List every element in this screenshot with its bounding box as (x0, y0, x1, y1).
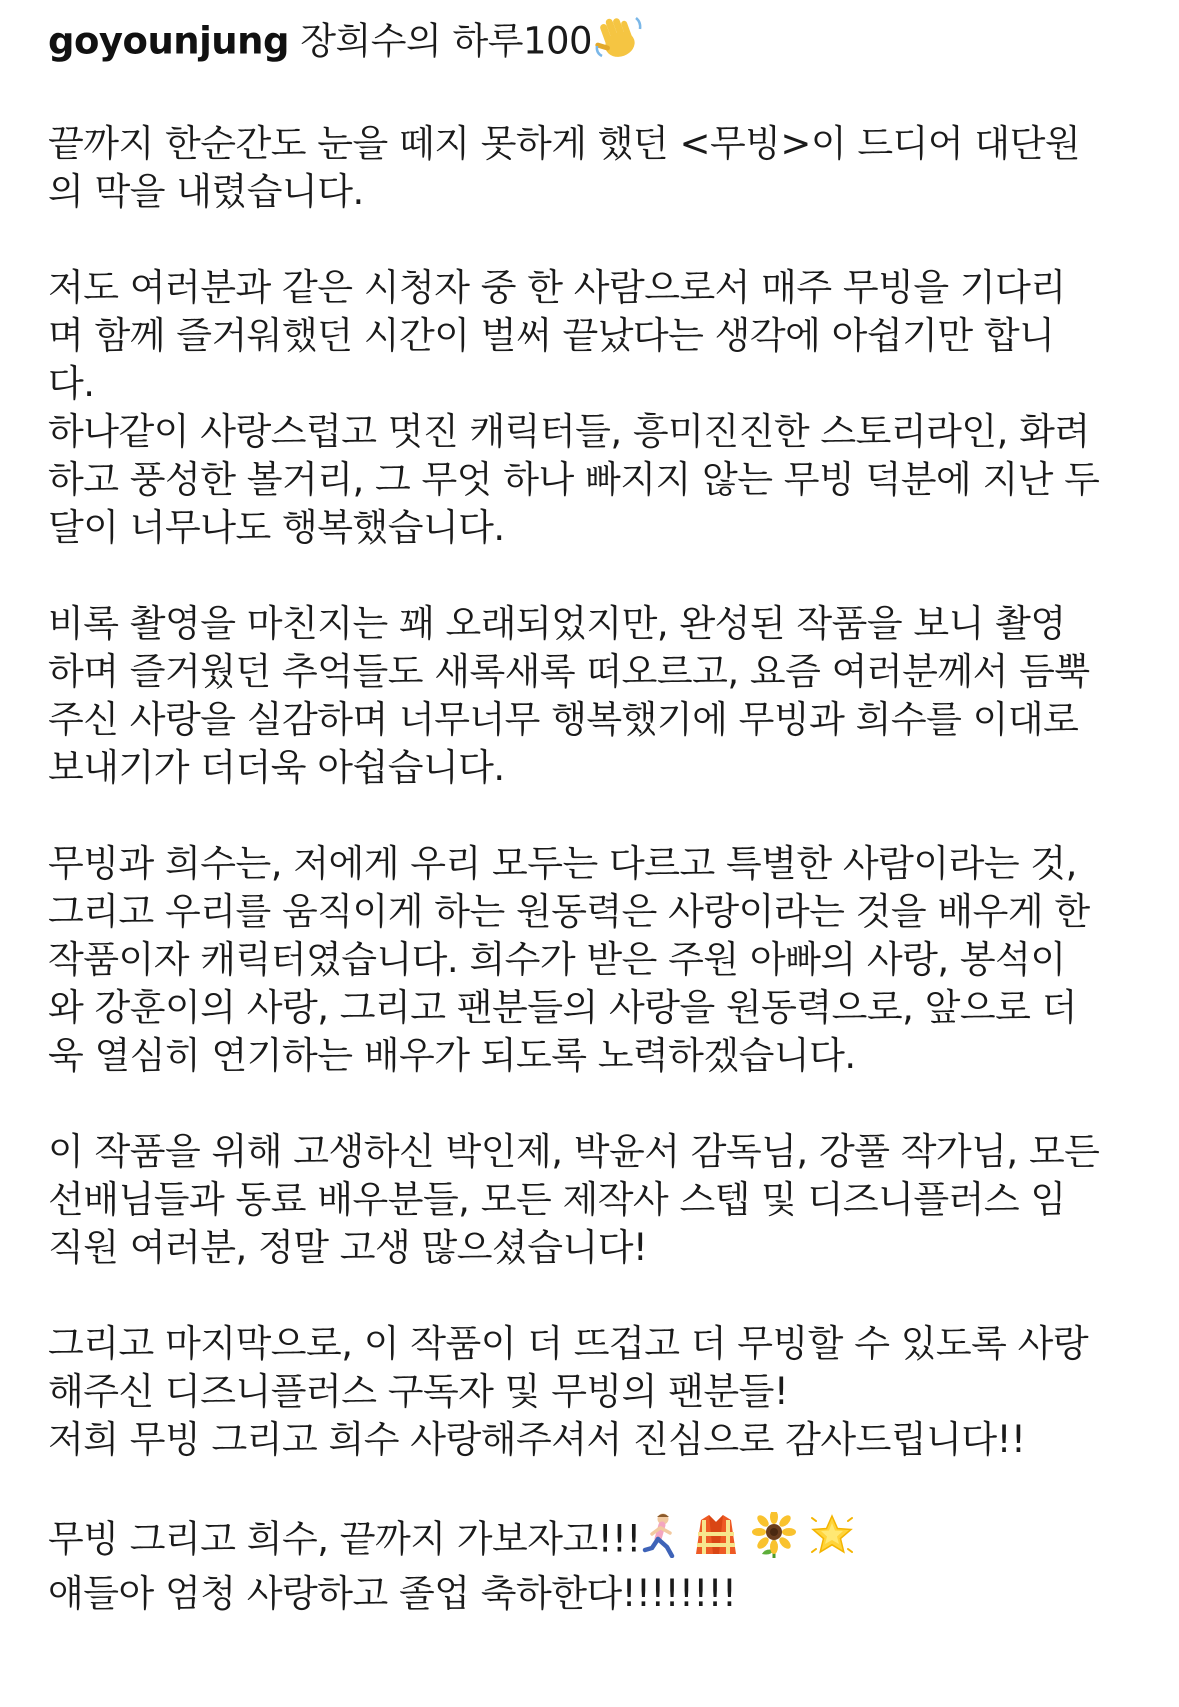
waving-hand-icon (592, 14, 644, 72)
caption-ending-text: 무빙 그리고 희수, 끝까지 가보자고!!! (48, 1517, 641, 1561)
caption-line: 다. (48, 362, 95, 405)
safety-vest-icon (692, 1512, 740, 1570)
caption-line: 달이 너무나도 행복했습니다. (48, 506, 505, 549)
sunflower-icon (751, 1512, 797, 1570)
caption-blank-line (48, 1080, 1139, 1128)
caption-line: 직원 여러분, 정말 고생 많으셨습니다! (48, 1226, 648, 1269)
caption-blank-line (48, 72, 1139, 120)
caption-line: 욱 열심히 연기하는 배우가 되도록 노력하겠습니다. (48, 1034, 856, 1077)
caption-line: 해주신 디즈니플러스 구독자 및 무빙의 팬분들! (48, 1370, 789, 1413)
caption-line: 끝까지 한순간도 눈을 떼지 못하게 했던 <무빙>이 드디어 대단원 (48, 122, 1081, 165)
caption-blank-line (48, 792, 1139, 840)
caption-line-0 (48, 14, 1139, 72)
caption-blank-line (48, 1272, 1139, 1320)
caption-line: 와 강훈이의 사랑, 그리고 팬분들의 사랑을 원동력으로, 앞으로 더 (48, 986, 1077, 1029)
running-woman-icon (641, 1512, 681, 1570)
caption-line: 선배님들과 동료 배우분들, 모든 제작사 스텝 및 디즈니플러스 임 (48, 1178, 1066, 1221)
caption-blank-line (48, 1464, 1139, 1512)
caption-line: 주신 사랑을 실감하며 너무너무 행복했기에 무빙과 희수를 이대로 (48, 698, 1079, 741)
caption-blank-line (48, 552, 1139, 600)
caption-line: 그리고 우리를 움직이게 하는 원동력은 사랑이라는 것을 배우게 한 (48, 890, 1090, 933)
username-link[interactable]: goyounjung (48, 19, 289, 63)
caption-line: 며 함께 즐거워했던 시간이 벌써 끝났다는 생각에 아쉽기만 합니 (48, 314, 1055, 357)
caption-line: 무빙과 희수는, 저에게 우리 모두는 다르고 특별한 사람이라는 것, (48, 842, 1077, 885)
caption-line-ending (48, 1512, 1139, 1570)
caption-line: 저도 여러분과 같은 시청자 중 한 사람으로서 매주 무빙을 기다리 (48, 266, 1066, 309)
caption-title-text: 장희수의 하루100 (288, 19, 593, 63)
caption-blank-line (48, 216, 1139, 264)
caption-line: 보내기가 더더욱 아쉽습니다. (48, 746, 505, 789)
caption-line: 이 작품을 위해 고생하신 박인제, 박윤서 감독님, 강풀 작가님, 모든 (48, 1130, 1100, 1173)
caption-line: 저희 무빙 그리고 희수 사랑해주셔서 진심으로 감사드립니다!! (48, 1418, 1026, 1461)
post-caption (48, 14, 1139, 1618)
caption-line: 의 막을 내렸습니다. (48, 170, 364, 213)
glowing-star-icon (809, 1512, 855, 1570)
caption-line: 비록 촬영을 마친지는 꽤 오래되었지만, 완성된 작품을 보니 촬영 (48, 602, 1066, 645)
caption-line: 작품이자 캐릭터였습니다. 희수가 받은 주원 아빠의 사랑, 봉석이 (48, 938, 1066, 981)
caption-line: 하고 풍성한 볼거리, 그 무엇 하나 빠지지 않는 무빙 덕분에 지난 두 (48, 458, 1100, 501)
caption-line: 하며 즐거웠던 추억들도 새록새록 떠오르고, 요즘 여러분께서 듬뿍 (48, 650, 1090, 693)
caption-line: 그리고 마지막으로, 이 작품이 더 뜨겁고 더 무빙할 수 있도록 사랑 (48, 1322, 1089, 1365)
caption-line: 하나같이 사랑스럽고 멋진 캐릭터들, 흥미진진한 스토리라인, 화려 (48, 410, 1090, 453)
caption-line: 얘들아 엄청 사랑하고 졸업 축하한다!!!!!!!! (48, 1572, 737, 1615)
